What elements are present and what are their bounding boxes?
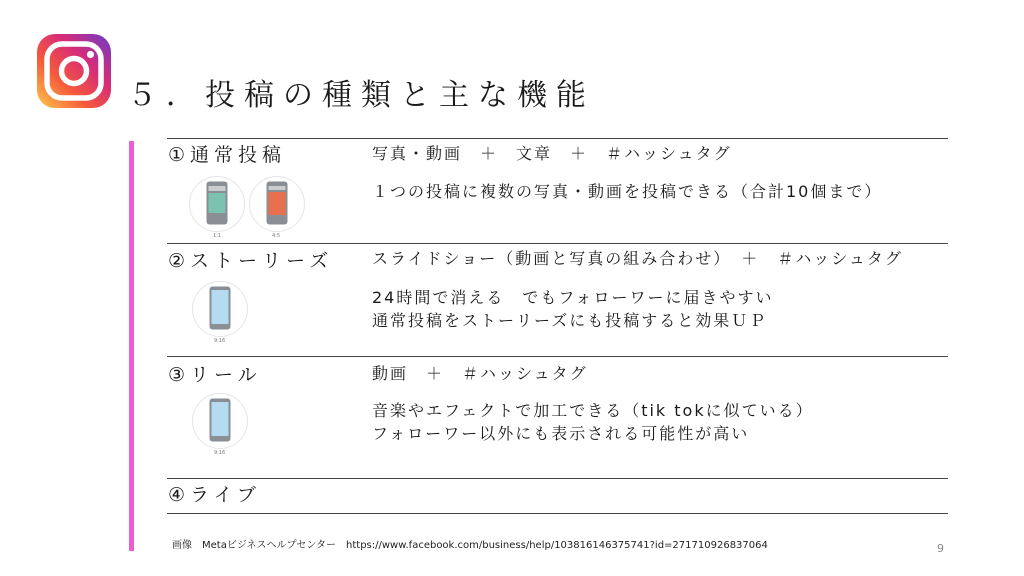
divider — [167, 138, 948, 139]
row-stories-formula: スライドショー（動画と写真の組み合わせ） ＋ ＃ハッシュタグ — [372, 249, 903, 268]
divider — [167, 513, 948, 514]
ratio-label: 4:5 — [272, 233, 281, 239]
row-label-stories: ②ストーリーズ — [168, 250, 334, 272]
row-label-feed-post: ①通常投稿 — [168, 144, 287, 166]
ratio-label: 9:16 — [214, 338, 226, 344]
image-source-credit: 画像 Metaビジネスヘルプセンター https://www.facebook.com/business/help/103816146375741?id=271710926837064 — [172, 540, 768, 551]
phone-portrait-icon — [249, 176, 305, 232]
ratio-label: 1:1 — [213, 233, 222, 239]
row-reels-description-1: 音楽やエフェクトで加工できる（tik tokに似ている） — [372, 401, 814, 420]
accent-bar — [129, 141, 134, 551]
row-label-live: ④ライブ — [168, 484, 261, 506]
row-label-reels: ③リール — [168, 364, 262, 386]
phone-square-icon — [189, 176, 245, 232]
page-number: 9 — [937, 542, 944, 555]
page-title: ５．投稿の種類と主な機能 — [127, 78, 595, 113]
ratio-label: 9:16 — [214, 450, 226, 456]
instagram-icon — [37, 34, 111, 108]
divider — [167, 356, 948, 357]
phone-vertical-icon — [192, 281, 248, 337]
divider — [167, 243, 948, 244]
row-reels-description-2: フォローワー以外にも表示される可能性が高い — [372, 424, 750, 443]
phone-vertical-icon — [192, 393, 248, 449]
row-stories-description-1: 24時間で消える でもフォローワーに届きやすい — [372, 288, 774, 307]
row-stories-description-2: 通常投稿をストーリーズにも投稿すると効果ＵＰ — [372, 311, 768, 330]
row-reels-formula: 動画 ＋ ＃ハッシュタグ — [372, 364, 588, 383]
row-feed-post-description: １つの投稿に複数の写真・動画を投稿できる（合計10個まで） — [372, 182, 883, 201]
divider — [167, 478, 948, 479]
row-feed-post-formula: 写真・動画 ＋ 文章 ＋ ＃ハッシュタグ — [372, 144, 732, 163]
